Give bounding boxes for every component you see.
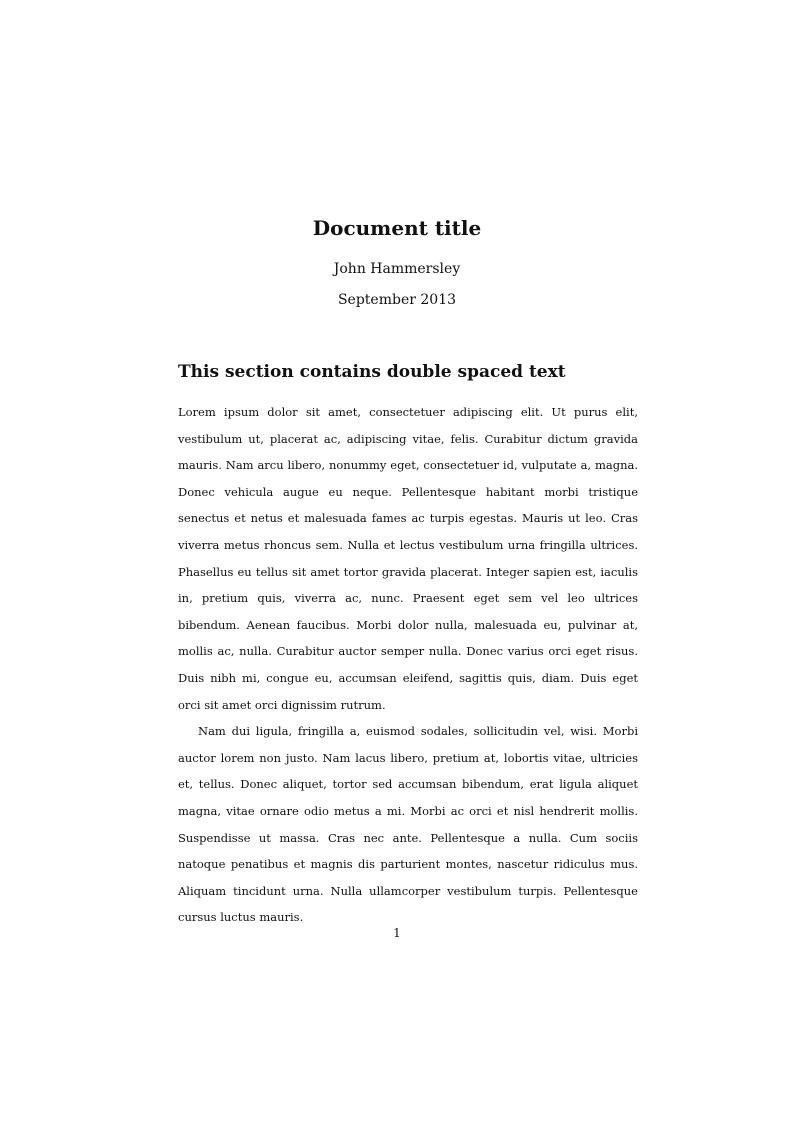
section-heading: This section contains double spaced text [178,362,566,382]
paragraph-1: Lorem ipsum dolor sit amet, consectetuer adipiscing elit. Ut purus elit, vestibulum ut, placerat ac, adipiscing vitae, felis. Curabitur dictum gravida mauris. Nam arcu libero, nonummy eget, consectetuer id, vulputate a, magna. Donec vehicula augue eu neque. Pellentesque habitant morbi tristique senectus et netus et malesuada fames ac turpis egestas. Mauris ut leo. Cras viverra metus rhoncus sem. Nulla et lectus vestibulum urna fringilla ultrices. Phasellus eu tellus sit amet tortor gravida placerat. Integer sapien est, iaculis in, pretium quis, viverra ac, nunc. Praesent eget sem vel leo ultrices bibendum. Aenean faucibus. Morbi dolor nulla, malesuada eu, pulvinar at, mollis ac, nulla. Curabitur auctor semper nulla. Donec varius orci eget risus. Duis nibh mi, congue eu, accumsan eleifend, sagittis quis, diam. Duis eget orci sit amet orci dignissim rutrum. [178,405,638,712]
document-title: Document title [312,216,482,240]
section-body [178,399,638,931]
paragraph-2: Nam dui ligula, fringilla a, euismod sodales, sollicitudin vel, wisi. Morbi auctor lorem non justo. Nam lacus libero, pretium at, lobortis vitae, ultricies et, tellus. Donec aliquet, tortor sed accumsan bibendum, erat ligula aliquet magna, vitae ornare odio metus a mi. Morbi ac orci et nisl hendrerit mollis. Suspendisse ut massa. Cras nec ante. Pellentesque a nulla. Cum sociis natoque penatibus et magnis dis parturient montes, nascetur ridiculus mus. Aliquam tincidunt urna. Nulla ullamcorper vestibulum turpis. Pellentesque cursus luctus mauris. [178,724,638,925]
document-author: John Hammersley [333,261,461,277]
page-number: 1 [393,926,401,940]
document-date: September 2013 [337,292,457,308]
